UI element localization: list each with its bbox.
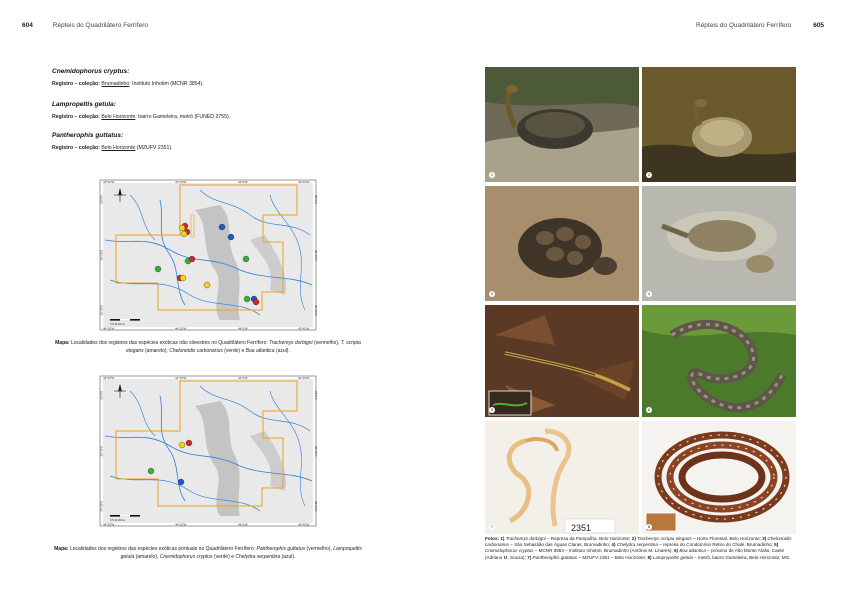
lat-tick-label: 20°15'S <box>99 250 104 261</box>
caption-species: Trachemys dorbigni <box>505 536 546 541</box>
photo-chelonoidis-carbonarius <box>485 186 639 301</box>
shell-scute <box>546 247 564 261</box>
lon-tick-label: 44°15'W <box>175 326 187 331</box>
record-point-red <box>186 440 192 446</box>
lon-tick-label: 44°15'W <box>175 522 187 527</box>
caption-locality: – Horto Florestal, Belo Horizonte; <box>691 536 763 541</box>
caption-species: Trachemys dorbigni <box>269 340 313 346</box>
scale-bar-segment <box>120 515 130 517</box>
photo-number: 2 <box>647 172 651 177</box>
tortoise-shell <box>518 218 602 278</box>
record-point-green <box>148 468 154 474</box>
specimen-label: 2351 <box>571 523 592 533</box>
record-detail: : Instituto Inhotim (MCNR 3854). <box>129 81 204 87</box>
page-header-left <box>22 22 148 29</box>
caption-locality: – MCNR 3854 – Instituto Inhotim, Brumadinho (Antônio M. Linares); <box>533 548 674 554</box>
caption-species: Trachemys scripta elegans <box>637 536 692 541</box>
map2-caption <box>48 546 368 561</box>
caption-color: (amarelo), <box>145 347 168 354</box>
record-point-yellow <box>179 442 185 448</box>
record-point-blue <box>228 234 234 240</box>
running-title: Répteis do Quadrilátero Ferrífero <box>52 22 149 29</box>
caption-color: (azul). <box>275 347 290 354</box>
turtle-photo <box>642 67 796 182</box>
caption-color: (verde) e <box>213 553 234 560</box>
species-name: Pantherophis guttatus: <box>52 132 124 139</box>
map-exotic-occasional <box>100 376 316 526</box>
species-name: Cnemidophorus cryptus: <box>52 68 130 75</box>
record-point-yellow <box>204 282 210 288</box>
page-header-right <box>696 22 824 29</box>
snake-photo <box>642 305 796 417</box>
scale-bar-segment <box>120 319 130 321</box>
caption-number: 5) <box>774 542 779 548</box>
caption-number: 8) <box>647 554 652 560</box>
caption-number: 3) <box>762 536 767 541</box>
photo-pantherophis-guttatus <box>485 421 639 534</box>
caption-locality: – represa do Condomínio Retiro do Chalé, Brumadinho; <box>657 542 775 548</box>
tortoise-photo <box>485 186 639 301</box>
lon-tick-label: 44°0'W <box>238 326 248 331</box>
lon-tick-label: 43°45'W <box>298 326 310 331</box>
turtle-head <box>506 85 518 93</box>
turtle-photo <box>642 186 796 301</box>
lon-tick-label: 43°45'W <box>298 522 310 527</box>
page-number: 604 <box>22 22 33 29</box>
record-detail: : bairro Gameleira, metrô (FUNED 2755). <box>135 114 231 120</box>
lon-tick-label: 44°30'W <box>103 375 115 380</box>
record-label: Registro – coleção: <box>52 81 100 87</box>
lat-tick-label: 20°15'S <box>314 250 318 261</box>
map1-caption <box>48 340 368 355</box>
caption-number: 2) <box>631 536 636 541</box>
caption-species: Cnemidophorus cryptus <box>159 553 213 560</box>
lon-tick-label: 44°30'W <box>103 326 115 331</box>
lat-tick-label: 20°15'S <box>314 446 318 457</box>
scale-bar-label: 0 5 10 20 km <box>110 323 125 326</box>
photo-number: 7 <box>490 524 494 529</box>
species-record <box>52 81 204 87</box>
caption-color: (amarelo), <box>135 553 159 560</box>
caption-species: Lampropeltis getula <box>652 554 693 560</box>
caption-number: 6) <box>673 548 679 554</box>
lon-tick-label: 44°0'W <box>238 375 248 380</box>
record-point-red <box>189 256 195 262</box>
caption-text: Localidades dos registros das espécies exóticas pontuais no Quadrilátero Ferrífero: <box>69 546 256 552</box>
caption-species: Chelydra serpentina <box>616 542 658 548</box>
lat-tick-label: 20°0'S <box>99 195 104 204</box>
record-place: Belo Horizonte <box>101 145 136 151</box>
photo-trachemys-dorbigni <box>485 67 639 182</box>
photo-number: 6 <box>647 407 651 412</box>
photo-trachemys-scripta-elegans <box>642 67 796 182</box>
caption-species: Pantherophis guttatus <box>256 546 306 552</box>
record-point-blue <box>219 224 225 230</box>
record-point-green <box>244 296 250 302</box>
record-label: Registro – coleção: <box>52 114 100 120</box>
caption-species: Chelonoidis carbonarius <box>485 536 792 548</box>
grass <box>642 305 796 336</box>
photo-lampropeltis-getula <box>642 421 796 534</box>
shell-scute <box>575 235 591 249</box>
record-detail: (MZUFV 2351). <box>135 145 173 151</box>
lat-tick-label: 20°0'S <box>314 391 318 400</box>
lon-tick-label: 44°0'W <box>238 522 248 527</box>
turtle-head <box>695 99 707 107</box>
lon-tick-label: 44°15'W <box>175 179 187 184</box>
caption-locality: – próximo de Alto Monte Alvão, Caeté (Adriano M. Souza); <box>485 548 785 560</box>
caption-label: Mapa: <box>54 546 69 552</box>
running-title: Répteis do Quadrilátero Ferrífero <box>696 22 792 29</box>
photo-number: 8 <box>647 524 651 529</box>
photo-number: 3 <box>490 291 494 296</box>
caption-number: 1) <box>500 536 505 541</box>
record-point-blue <box>178 479 184 485</box>
turtle-head <box>746 255 774 273</box>
caption-species: Pantherophis guttatus <box>532 554 578 560</box>
shell-scute <box>567 251 583 265</box>
photo-number: 5 <box>490 407 494 412</box>
turtle-shell <box>688 220 756 252</box>
species-record <box>52 145 173 151</box>
caption-label: Mapa: <box>55 340 70 346</box>
snake-photo <box>642 421 796 534</box>
caption-color: (azul). <box>281 553 296 560</box>
photo-chelydra-serpentina <box>642 186 796 301</box>
record-point-yellow <box>181 231 187 237</box>
lon-tick-label: 43°45'W <box>298 179 310 184</box>
caption-species: Lampropeltis getula <box>120 546 362 560</box>
map-exotic-non-wild <box>100 180 316 330</box>
lon-tick-label: 44°0'W <box>238 179 248 184</box>
shell-highlight <box>525 112 585 138</box>
shell-scute <box>556 227 574 241</box>
photos-caption <box>485 536 798 561</box>
record-point-green <box>243 256 249 262</box>
scale-bar-label: 0 5 10 20 km <box>110 519 125 522</box>
lat-tick-label: 20°30'S <box>314 305 318 316</box>
caption-locality: – metrô, bairro Gameleira, Belo Horizonte; MG. <box>692 554 791 560</box>
caption-color: (vermelho), <box>306 546 332 552</box>
species-entry <box>52 68 204 87</box>
lat-tick-label: 20°30'S <box>99 501 104 512</box>
caption-species: Boa atlantica <box>679 548 706 554</box>
caption-locality: – MZUFV 2351 – Belo Horizonte; <box>577 554 648 560</box>
shell-scute <box>536 231 554 245</box>
lat-tick-label: 20°15'S <box>99 446 104 457</box>
photo-boa-atlantica <box>642 305 796 417</box>
lat-tick-label: 20°0'S <box>99 391 104 400</box>
species-entry <box>52 132 173 151</box>
lon-tick-label: 44°30'W <box>103 179 115 184</box>
caption-species: T. scripta elegans <box>126 340 361 354</box>
specimen-photo <box>485 421 639 534</box>
photo-number: 1 <box>490 172 494 177</box>
tortoise-head <box>593 257 617 275</box>
photo-number: 4 <box>647 291 651 296</box>
caption-locality: – Represa da Pampulha, Belo Horizonte; <box>545 536 632 541</box>
species-entry <box>52 101 230 120</box>
record-point-yellow <box>180 275 186 281</box>
lon-tick-label: 44°30'W <box>103 522 115 527</box>
record-point-red <box>253 299 259 305</box>
species-record <box>52 114 230 120</box>
species-name: Lampropeltis getula: <box>52 101 116 108</box>
caption-species: Chelonoidis carbonarius <box>169 347 223 354</box>
turtle-photo <box>485 67 639 182</box>
shell-highlight <box>700 120 744 146</box>
lat-tick-label: 20°0'S <box>314 195 318 204</box>
caption-number: 7) <box>527 554 532 560</box>
record-place: Brumadinho <box>101 81 130 87</box>
caption-locality: – São Sebastião das Águas Claras, Brumadinho; <box>509 542 612 548</box>
record-place: Belo Horizonte <box>101 114 136 120</box>
page-number: 605 <box>813 22 825 29</box>
caption-color: (vermelho), <box>314 340 340 346</box>
record-point-green <box>155 266 161 272</box>
lat-tick-label: 20°30'S <box>99 305 104 316</box>
record-label: Registro – coleção: <box>52 145 100 151</box>
record-point-yellow <box>179 225 185 231</box>
caption-species: Cnemidophorus cryptus <box>485 548 534 554</box>
caption-label: Fotos: <box>485 536 500 541</box>
lon-tick-label: 43°45'W <box>298 375 310 380</box>
caption-species: Chelydra serpentina <box>235 553 281 560</box>
caption-color: (verde) e <box>224 347 245 354</box>
lizard-photo <box>485 305 639 417</box>
lat-tick-label: 20°30'S <box>314 501 318 512</box>
caption-number: 4) <box>611 542 616 548</box>
caption-species: Boa atlantica <box>245 347 275 354</box>
photo-cnemidophorus-cryptus <box>485 305 639 417</box>
caption-text: Localidades dos registros das espécies exóticas não silvestres no Quadrilátero Ferrífero: <box>70 340 268 346</box>
lon-tick-label: 44°15'W <box>175 375 187 380</box>
